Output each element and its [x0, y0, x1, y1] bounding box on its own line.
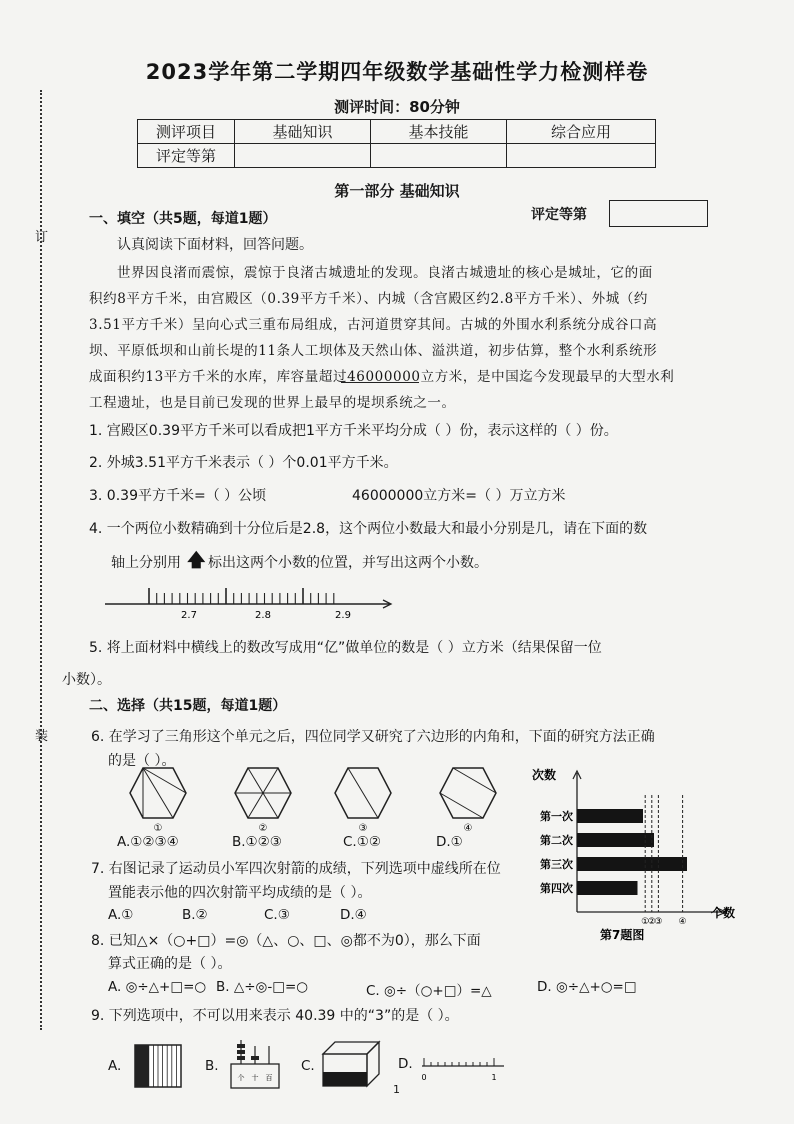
grade-input-cell[interactable] — [235, 144, 371, 168]
chart-ylabel: 次数 — [532, 768, 557, 782]
question-6a: 6. 在学习了三角形这个单元之后，四位同学又研究了六边形的内角和，下面的研究方法正确 — [91, 729, 655, 745]
chart-reference-label: ② — [647, 917, 656, 927]
chart-reference-label: ④ — [678, 917, 687, 927]
grade-table-row — [138, 144, 656, 168]
q6-option-b[interactable]: B.①②③ — [232, 834, 282, 850]
q7-option-d[interactable]: D.④ — [340, 907, 367, 923]
hexagon-label: ② — [258, 823, 268, 834]
q7-option-a[interactable]: A.① — [108, 907, 134, 923]
exam-time: 测评时间：80分钟 — [334, 98, 460, 116]
axis-tick-label: 2.8 — [255, 610, 271, 621]
section1-intro: 认真阅读下面材料，回答问题。 — [117, 237, 313, 253]
binding-mark-ding: 订 — [35, 230, 49, 245]
hexagon-label: ① — [153, 823, 163, 834]
numline-label: 0 — [421, 1073, 427, 1082]
question-9: 9. 下列选项中，不可以用来表示 40.39 中的“3”的是（ ）。 — [91, 1008, 459, 1024]
question-3a: 3. 0.39平方千米=（ ）公顷 — [89, 488, 267, 504]
question-4b-part2: 标出这两个小数的位置，并写出这两个小数。 — [208, 555, 488, 571]
chart-xlabel: 个数 — [710, 906, 735, 920]
material-line: 3.51平方千米）呈向心式三重布局组成，古河道贯穿其间。古城的外围水利系统分成谷口高 — [89, 317, 658, 333]
q7-option-b[interactable]: B.② — [182, 907, 208, 923]
q9-option-a-grid — [134, 1044, 184, 1090]
abacus-label: 百 — [265, 1074, 273, 1082]
question-1: 1. 宫殿区0.39平方千米可以看成把1平方千米平均分成（ ）份，表示这样的（ ）份。 — [89, 423, 618, 439]
up-arrow-icon: 🡅 — [187, 550, 206, 571]
q9-option-a-label[interactable]: A. — [108, 1058, 122, 1074]
chart-bar — [577, 833, 654, 847]
page-number: 1 — [393, 1083, 400, 1096]
material-line: 工程遗址，也是目前已发现的世界上最早的堤坝系统之一。 — [89, 395, 456, 411]
chart-category-label: 第一次 — [540, 810, 573, 823]
chart-bar — [577, 857, 687, 871]
grade-table-row — [138, 120, 656, 144]
grade-cell: 综合应用 — [507, 120, 656, 144]
question-3b: 46000000立方米=（ ）万立方米 — [352, 488, 566, 504]
grade-cell: 基础知识 — [235, 120, 371, 144]
exam-title: 2023学年第二学期四年级数学基础性学力检测样卷 — [145, 60, 649, 84]
q8-option-c[interactable]: C. ◎÷（○+□）=△ — [366, 983, 492, 999]
q6-option-d[interactable]: D.① — [436, 834, 463, 850]
shaded-column — [140, 1045, 145, 1087]
q8-option-b[interactable]: B. △÷◎-□=○ — [216, 979, 309, 995]
q6-option-c[interactable]: C.①② — [343, 834, 381, 850]
chart-reference-label: ③ — [654, 917, 663, 927]
grade-input-cell[interactable] — [371, 144, 507, 168]
hexagon-2 — [235, 768, 291, 818]
grade-cell: 评定等第 — [138, 144, 235, 168]
part1-grade-label: 评定等第 — [531, 207, 587, 223]
hexagon-3 — [335, 768, 391, 818]
grade-cell: 测评项目 — [138, 120, 235, 144]
chart-reference-label: ① — [641, 917, 650, 927]
q8-option-d[interactable]: D. ◎÷△+○=□ — [537, 979, 637, 995]
q7-bar-chart — [530, 765, 740, 945]
material-line: 世界因良渚而震惊，震惊于良渚古城遗址的发现。良渚古城遗址的核心是城址，它的面 — [117, 265, 653, 281]
number-line-q4 — [105, 582, 395, 622]
question-8b: 算式正确的是（ ）。 — [108, 956, 232, 972]
hexagon-figures — [128, 763, 508, 833]
question-6b: 的是（ ）。 — [108, 753, 176, 769]
q6-option-a[interactable]: A.①②③④ — [117, 834, 179, 850]
axis-tick-label: 2.7 — [181, 610, 197, 621]
question-8a: 8. 已知△×（○+□）=◎（△、○、□、◎都不为0），那么下面 — [91, 933, 481, 949]
axis-tick-label: 2.9 — [335, 610, 351, 621]
chart-category-label: 第二次 — [540, 834, 573, 847]
chart-category-label: 第三次 — [540, 858, 573, 871]
q9-option-d-numberline — [418, 1052, 508, 1084]
q9-option-b-abacus — [229, 1036, 281, 1092]
q9-option-d-label[interactable]: D. — [398, 1056, 413, 1072]
material-line: 积约8平方千米，由宫殿区（0.39平方千米）、内城（含宫殿区约2.8平方千米）、外城（约 — [89, 291, 649, 307]
chart-bar — [577, 881, 638, 895]
section1-title: 一、填空（共5题，每道1题） — [89, 211, 277, 227]
question-7a: 7. 右图记录了运动员小军四次射箭的成绩，下列选项中虚线所在位 — [91, 861, 501, 877]
part1-grade-box[interactable] — [609, 200, 708, 227]
q7-option-c[interactable]: C.③ — [264, 907, 290, 923]
q8-option-a[interactable]: A. ◎÷△+□=○ — [108, 979, 207, 995]
hexagon-label: ④ — [463, 823, 473, 834]
question-2: 2. 外城3.51平方千米表示（ ）个0.01平方千米。 — [89, 455, 398, 471]
q9-option-c-cube — [321, 1040, 383, 1090]
material-line: 坝、平原低坝和山前长堤的11条人工坝体及天然山体、溢洪道，初步估算，整个水利系统形 — [89, 343, 658, 359]
question-4b-part1: 轴上分别用 — [111, 555, 181, 571]
question-7b: 置能表示他的四次射箭平均成绩的是（ ）。 — [108, 885, 372, 901]
grade-cell: 基本技能 — [371, 120, 507, 144]
shaded-column — [144, 1045, 149, 1087]
grade-table — [137, 119, 656, 168]
shaded-column — [135, 1045, 140, 1087]
question-5b: 小数）。 — [62, 672, 111, 688]
part1-title: 第一部分 基础知识 — [334, 182, 460, 200]
abacus-label: 个 — [237, 1074, 245, 1082]
chart-category-label: 第四次 — [540, 882, 573, 895]
chart-bar — [577, 809, 643, 823]
q9-option-c-label[interactable]: C. — [301, 1058, 315, 1074]
material-underline — [341, 382, 419, 383]
section2-title: 二、选择（共15题，每道1题） — [89, 698, 287, 714]
question-5a: 5. 将上面材料中横线上的数改写成用“亿”做单位的数是（ ）立方米（结果保留一位 — [89, 640, 602, 656]
question-4a: 4. 一个两位小数精确到十分位后是2.8，这个两位小数最大和最小分别是几，请在下面的数 — [89, 521, 648, 537]
hexagon-label: ③ — [358, 823, 368, 834]
chart-title: 第7题图 — [600, 928, 645, 942]
abacus-label: 十 — [251, 1074, 259, 1082]
numline-label: 1 — [491, 1073, 497, 1082]
grade-input-cell[interactable] — [507, 144, 656, 168]
q9-option-b-label[interactable]: B. — [205, 1058, 219, 1074]
hexagon-1 — [130, 768, 186, 818]
material-line: 成面积约13平方千米的水库，库容量超过46000000立方米，是中国迄今发现最早的大型水利 — [89, 369, 675, 385]
hexagon-4 — [440, 768, 496, 818]
binding-mark-zhuang: 装 — [35, 729, 49, 744]
axis-ticks — [149, 588, 334, 604]
